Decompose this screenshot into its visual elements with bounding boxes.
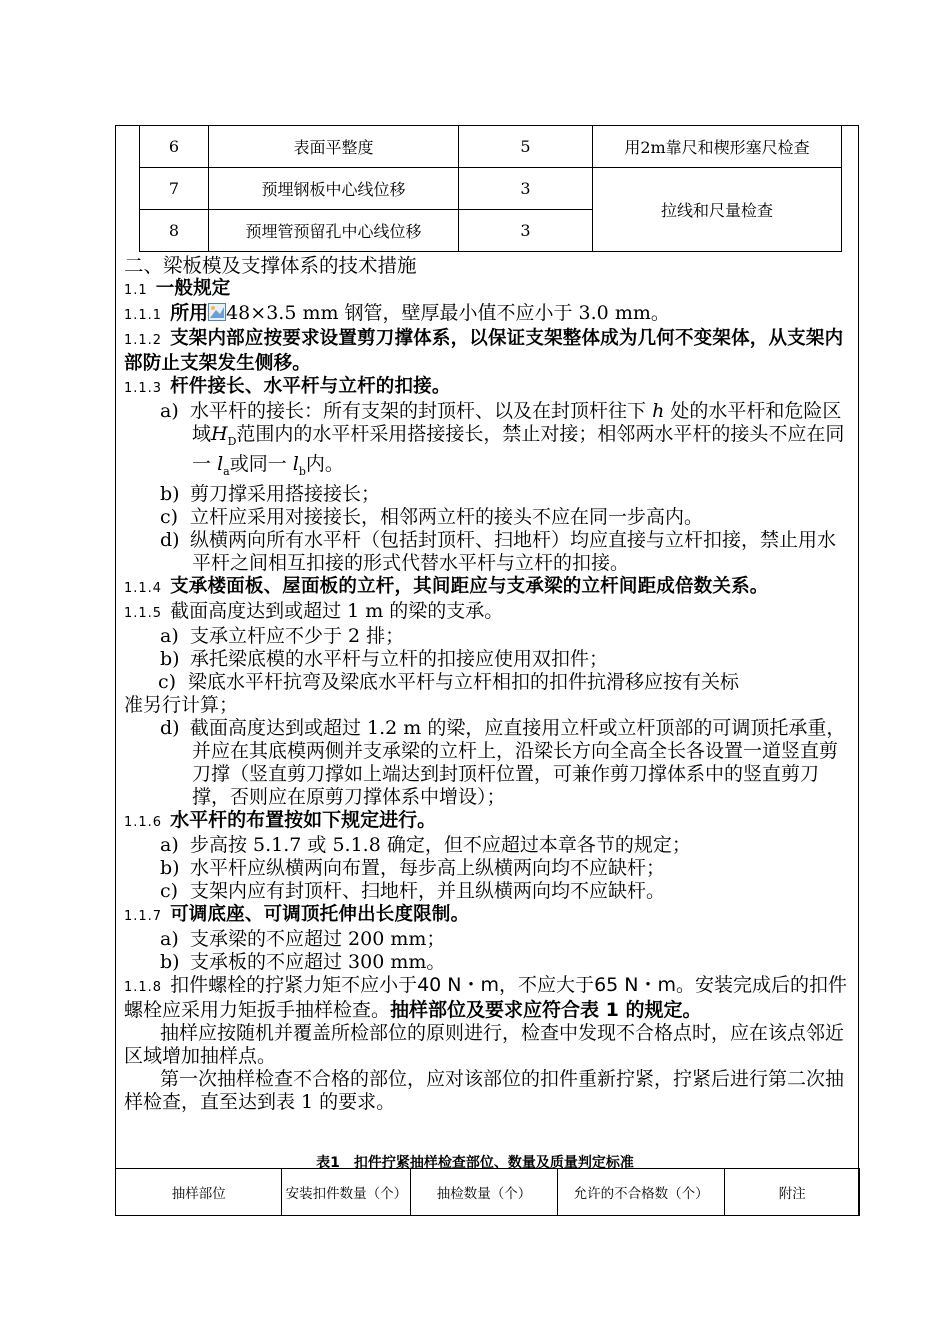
row-no: 6	[140, 126, 209, 168]
list-item	[158, 648, 852, 671]
clause-1-1-6	[124, 809, 852, 834]
sampling-table	[115, 1168, 860, 1216]
clause-number: 1.1.7	[124, 908, 163, 924]
clause-number: 1.1.6	[124, 814, 163, 830]
list-item	[158, 400, 852, 483]
column-header: 附注	[725, 1169, 860, 1216]
clause-1-1-7	[124, 903, 852, 928]
list-text: 或同一	[229, 452, 287, 475]
list-text: 处的水平杆和危险区域	[192, 400, 842, 445]
symbol-subscript: b	[298, 464, 306, 478]
table-row	[140, 168, 842, 210]
list-label: d)	[160, 716, 180, 739]
clause-number: 1.1.8	[124, 979, 163, 995]
list-text: 范围内的水平杆采用搭接接长，禁止对接；相邻两水平杆的接头不应在同一	[192, 423, 845, 475]
list-label: c)	[160, 879, 179, 902]
clause-1-1-3	[124, 375, 852, 400]
list-label: d)	[160, 528, 180, 551]
list-item	[158, 671, 852, 694]
row-no: 7	[140, 168, 209, 210]
column-header: 抽检数量（个）	[411, 1169, 558, 1216]
list-text: 截面高度达到或超过 1.2 m 的梁，应直接用立杆或立杆顶部的可调顶托承重，并应在其底模两侧并支承梁的立杆上，沿梁长方向全高全长各设置一道竖直剪刀撑（竖直剪刀撑如上端达到封顶杆位置，可兼作剪刀撑体系中的竖直剪刀撑，否则应在原剪刀撑体系中增设）；	[190, 716, 846, 808]
list-text: 支架内应有封顶杆、扫地杆，并且纵横两向均不应缺杆。	[190, 879, 666, 902]
row-item: 表面平整度	[209, 126, 459, 168]
row-item: 预埋钢板中心线位移	[209, 168, 459, 210]
table-header-row	[116, 1169, 860, 1216]
section-title: 二、梁板模及支撑体系的技术措施	[124, 254, 417, 277]
list-label: a)	[160, 624, 179, 647]
phi-symbol-icon	[208, 303, 226, 321]
list-label: b)	[160, 647, 180, 670]
clause-text: 所用	[170, 302, 209, 324]
list-text: 承托梁底模的水平杆与立杆的扣接应使用双扣件；	[190, 647, 609, 670]
clause-1-1	[124, 277, 852, 302]
list-label: b)	[160, 482, 180, 505]
clause-text-bold: 抽样部位及要求应符合表 1 的规定。	[390, 998, 702, 1021]
symbol-l: l	[217, 452, 224, 475]
row-no: 8	[140, 210, 209, 252]
paragraph: 第一次抽样检查不合格的部位，应对该部位的扣件重新拧紧，拧紧后进行第二次抽样检查，直至达到表 1 的要求。	[124, 1067, 845, 1113]
symbol-subscript: a	[223, 464, 230, 478]
clause-text: 扣件螺栓的拧紧力矩不应小于	[170, 973, 418, 996]
clause-1-1-1	[124, 302, 852, 327]
torque-max: 65 N・m	[594, 973, 677, 996]
list-text: 支承立杆应不少于 2 排；	[190, 624, 405, 647]
list-text: 步高按 5.1.7 或 5.1.8 确定，但不应超过本章各节的规定；	[190, 833, 691, 856]
clause-text: 支承楼面板、屋面板的立杆，其间距应与支承梁的立杆间距成倍数关系。	[170, 575, 769, 597]
list-label: a)	[160, 400, 179, 422]
torque-min: 40 N・m	[417, 973, 500, 996]
clause-text: 支架内部应按要求设置剪刀撑体系，以保证支架整体成为几何不变架体，从支架内部防止支架发生侧移。	[124, 328, 844, 374]
list-item-continued: 准另行计算；	[124, 693, 239, 716]
clause-number: 1.1.3	[124, 381, 163, 396]
list-item	[158, 483, 852, 506]
list-label: a)	[160, 927, 179, 950]
clause-1-1-8	[124, 974, 852, 1022]
column-header: 允许的不合格数（个）	[557, 1169, 725, 1216]
list-item	[158, 857, 852, 880]
list-label: b)	[160, 856, 180, 879]
list-label: c)	[160, 505, 179, 528]
clause-number: 1.1.2	[124, 333, 163, 348]
clause-title: 水平杆的布置按如下规定进行。	[170, 808, 437, 831]
list-label: b)	[160, 950, 180, 973]
row-method: 用2m靠尺和楔形塞尺检查	[593, 126, 842, 168]
list-item	[158, 506, 852, 529]
symbol-h: h	[652, 400, 665, 422]
clause-1-1-5	[124, 600, 852, 625]
list-item	[158, 625, 852, 648]
list-label: a)	[160, 833, 179, 856]
clause-number: 1.1	[124, 283, 148, 298]
clause-number: 1.1.1	[124, 308, 163, 323]
paragraph: 抽样应按随机并覆盖所检部位的原则进行，检查中发现不合格点时，应在该点邻近区域增加抽样点。	[124, 1021, 845, 1067]
clause-title: 一般规定	[155, 278, 231, 299]
list-item	[158, 529, 852, 575]
symbol-H: H	[211, 423, 228, 445]
column-header: 抽样部位	[116, 1169, 282, 1216]
list-text: 立杆应采用对接接长，相邻两立杆的接头不应在同一步高内。	[190, 505, 704, 528]
list-text: 梁底水平杆抗弯及梁底水平杆与立杆相扣的扣件抗滑移应按有关标	[188, 670, 740, 693]
list-item	[158, 880, 852, 903]
list-text: 剪刀撑采用搭接接长；	[190, 482, 381, 505]
list-text: 水平杆的接长：所有支架的封顶杆、以及在封顶杆往下	[190, 400, 647, 422]
clause-1-1-2	[124, 327, 852, 375]
clause-text: 。安装完成后的扣件螺栓应采用力矩扳手抽样检查。	[124, 973, 848, 1021]
clause-number: 1.1.4	[124, 580, 163, 596]
list-text: 水平杆应纵横两向布置，每步高上纵横两向均不应缺杆；	[190, 856, 666, 879]
clause-text: 48×3.5 mm 钢管，壁厚最小值不应小于 3.0 mm。	[226, 302, 670, 324]
table-caption: 表1 扣件拧紧抽样检查部位、数量及质量判定标准	[316, 1155, 634, 1171]
document-body	[124, 254, 852, 1114]
list-text: 支承梁的不应超过 200 mm；	[190, 927, 446, 950]
row-value: 3	[459, 210, 593, 252]
list-item	[158, 834, 852, 857]
symbol-subscript: D	[227, 434, 237, 448]
list-text: 支承板的不应超过 300 mm。	[190, 950, 446, 973]
list-label: c)	[158, 670, 177, 693]
row-item: 预埋管预留孔中心线位移	[209, 210, 459, 252]
clause-title: 截面高度达到或超过 1 m 的梁的支承。	[170, 599, 504, 622]
list-text: 纵横两向所有水平杆（包括封顶杆、扫地杆）均应直接与立杆扣接，禁止用水平杆之间相互扣接的形式代替水平杆与立杆的扣接。	[190, 528, 837, 574]
clause-1-1-4	[124, 575, 852, 600]
row-method: 拉线和尺量检查	[593, 168, 842, 252]
table-row	[140, 126, 842, 168]
list-item	[158, 928, 852, 951]
list-item	[158, 951, 852, 974]
column-header: 安装扣件数量（个）	[282, 1169, 411, 1216]
clause-title: 可调底座、可调顶托伸出长度限制。	[170, 903, 470, 925]
inspection-table	[139, 125, 842, 252]
symbol-l: l	[292, 452, 299, 475]
clause-number: 1.1.5	[124, 605, 163, 621]
list-item	[158, 717, 852, 809]
row-value: 5	[459, 126, 593, 168]
row-value: 3	[459, 168, 593, 210]
clause-text: ，不应大于	[499, 973, 595, 996]
clause-title: 杆件接长、水平杆与立杆的扣接。	[170, 376, 451, 397]
list-text: 内。	[305, 452, 344, 475]
